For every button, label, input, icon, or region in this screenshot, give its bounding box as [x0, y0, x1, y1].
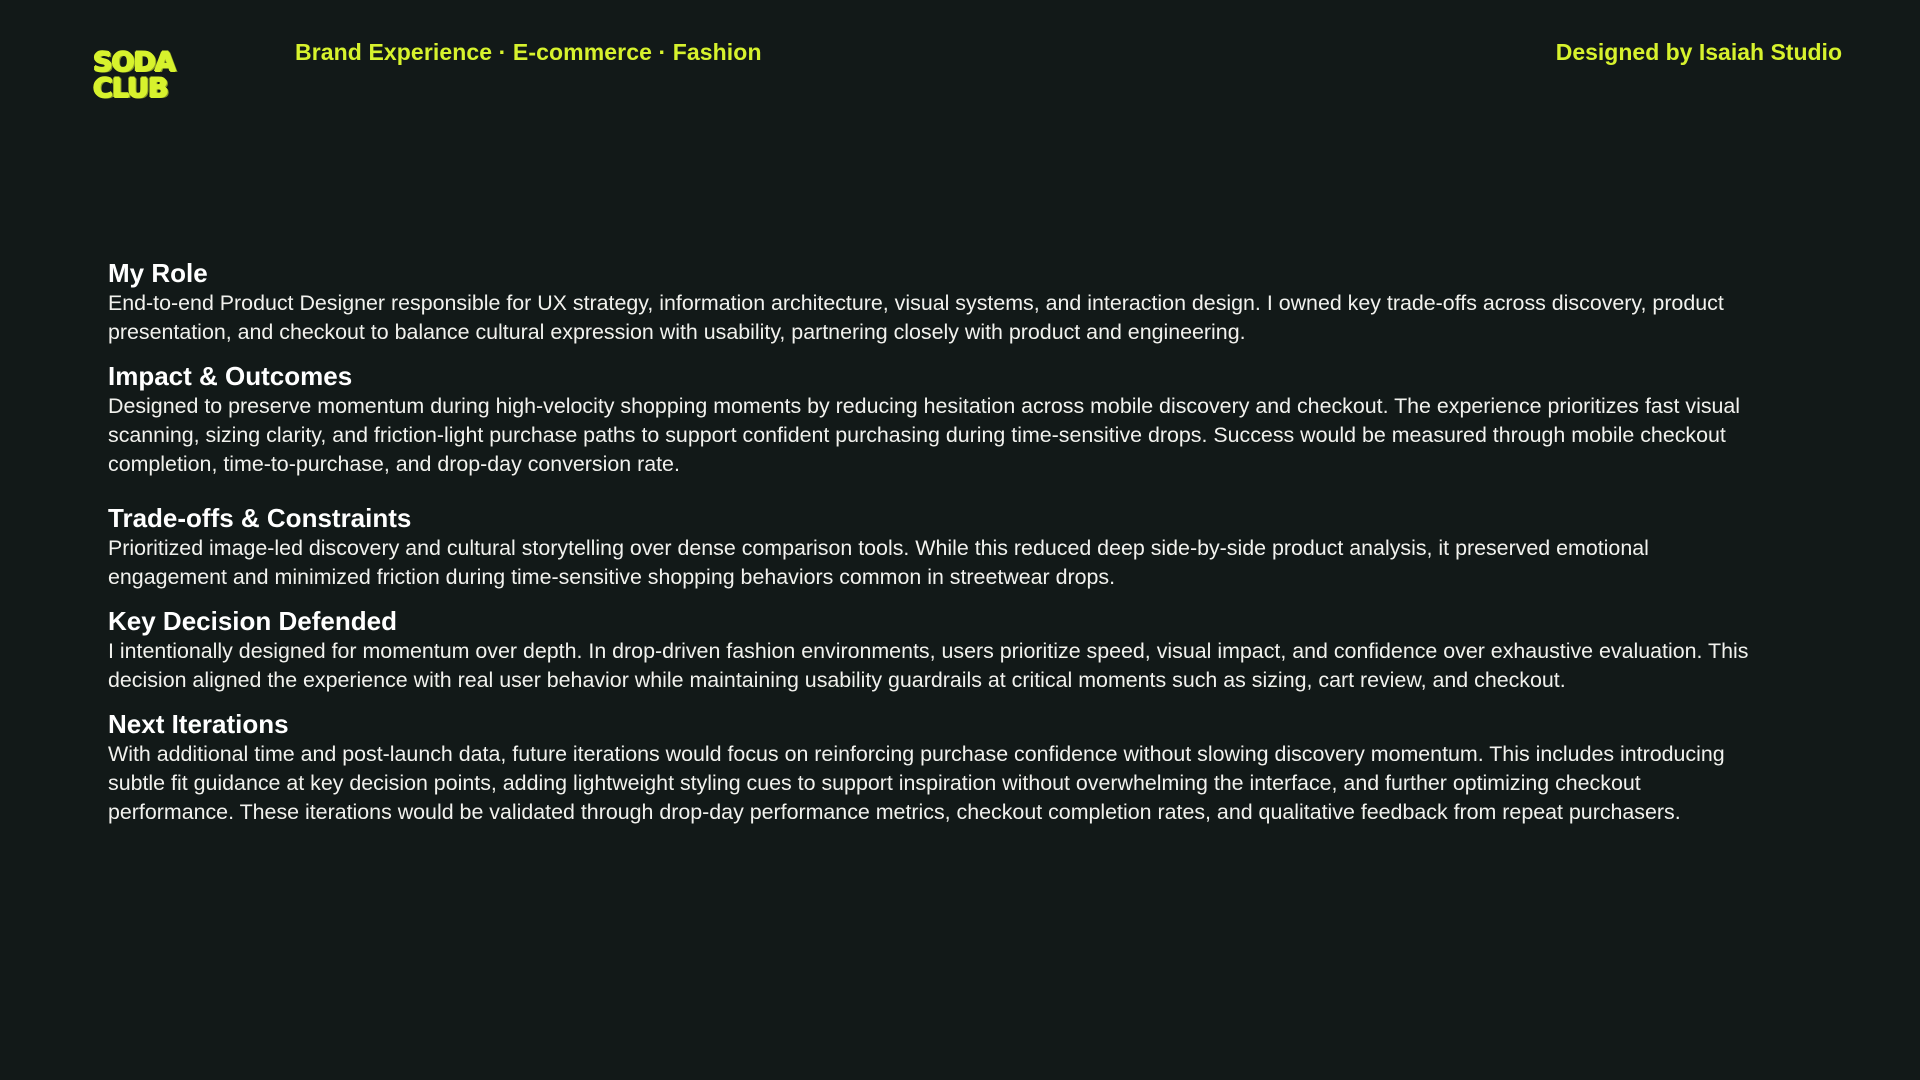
section-body: Designed to preserve momentum during high-velocity shopping moments by reducing hesitation across mobile discovery and checkout. The experience prioritizes fast visual scanning, sizing clarity, and friction-light purchase paths to support confident purchasing during time-sensitive drops. Success would be measured through mobile checkout completion, time-to-purchase, and drop-day conversion rate. — [108, 394, 1741, 476]
section-key-decision — [108, 605, 1758, 695]
section-body: With additional time and post-launch data, future iterations would focus on reinforcing purchase confidence without slowing discovery momentum. This includes introducing subtle fit guidance at key decision points, adding lightweight styling cues to support inspiration without overwhelming the interface, and further optimizing checkout performance. These iterations would be validated through drop-day performance metrics, checkout completion rates, and qualitative feedback from repeat purchasers. — [108, 742, 1725, 824]
section-impact-outcomes — [108, 360, 1758, 479]
logo-line-1: SODA — [93, 47, 175, 78]
section-title: My Role — [108, 258, 208, 288]
logo-line-2: CLUB — [93, 73, 168, 104]
section-title: Next Iterations — [108, 709, 289, 739]
soda-club-logo — [93, 47, 185, 106]
section-title: Impact & Outcomes — [108, 361, 353, 391]
section-my-role — [108, 257, 1758, 347]
designer-credit: Designed by Isaiah Studio — [1555, 39, 1842, 65]
section-body: I intentionally designed for momentum over depth. In drop-driven fashion environments, users prioritize speed, visual impact, and confidence over exhaustive evaluation. This decision aligned the experience with real user behavior while maintaining usability guardrails at critical moments such as sizing, cart review, and checkout. — [108, 639, 1749, 692]
project-tagline: Brand Experience · E-commerce · Fashion — [295, 39, 762, 65]
section-body: Prioritized image-led discovery and cultural storytelling over dense comparison tools. While this reduced deep side-by-side product analysis, it preserved emotional engagement and minimized friction during time-sensitive shopping behaviors common in streetwear drops. — [108, 536, 1649, 589]
section-title: Trade-offs & Constraints — [108, 503, 412, 533]
section-trade-offs — [108, 502, 1758, 592]
case-study-content — [108, 257, 1758, 827]
section-body: End-to-end Product Designer responsible for UX strategy, information architecture, visual systems, and interaction design. I owned key trade-offs across discovery, product presentation, and checkout to balance cultural expression with usability, partnering closely with product and engineering. — [108, 291, 1724, 344]
section-next-iterations — [108, 708, 1758, 827]
section-title: Key Decision Defended — [108, 606, 397, 636]
